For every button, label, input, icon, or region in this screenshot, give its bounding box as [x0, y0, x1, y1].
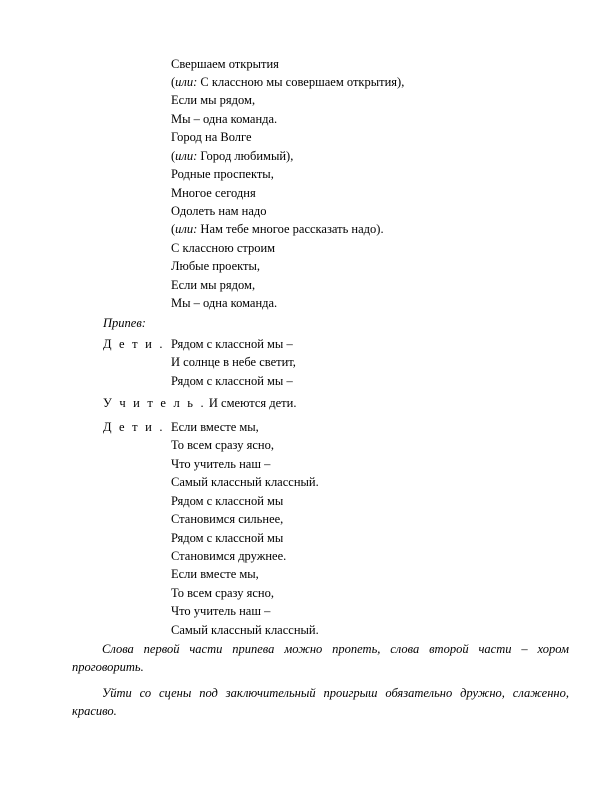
teacher-row: [103, 394, 296, 412]
speaker-children-1: Д е т и .: [103, 337, 165, 351]
verse-line-13: Если мы рядом,: [171, 278, 256, 292]
children-2-line-9: Если вместе мы,: [171, 567, 259, 581]
stage-note-2: Уйти со сцены под заключительный проигрыш обязательно дружно, слаженно, красиво.: [72, 686, 569, 718]
children-2-line-2: То всем сразу ясно,: [171, 438, 274, 452]
verse-line-1: Свершаем открытия: [171, 57, 279, 71]
children-1-line-2: И солнце в небе светит,: [171, 355, 296, 369]
children-2-line-1: Если вместе мы,: [171, 420, 259, 434]
verse-line-9: Одолеть нам надо: [171, 204, 267, 218]
verse-line-7: Родные проспекты,: [171, 167, 274, 181]
verse-line-4: Мы – одна команда.: [171, 112, 278, 126]
children-2-line-3: Что учитель наш –: [171, 457, 271, 471]
verse-line-12: Любые проекты,: [171, 259, 261, 273]
children-2-line-12: Самый классный классный.: [171, 623, 319, 637]
teacher-line: И смеются дети.: [208, 396, 297, 410]
children-2-line-5: Рядом с классной мы: [171, 494, 284, 508]
verse-alt-marker: или:: [175, 222, 198, 236]
children-2-line-11: Что учитель наш –: [171, 604, 271, 618]
verse-line-5: Город на Волге: [171, 130, 252, 144]
verse-line-11: С классною строим: [171, 241, 276, 255]
verse-line-14: Мы – одна команда.: [171, 296, 278, 310]
verse-alt-marker: или:: [175, 75, 198, 89]
verse-line-10: (или: Нам тебе многое рассказать надо).: [171, 222, 384, 236]
speaker-teacher: У ч и т е л ь .: [103, 396, 206, 410]
children-2-line-10: То всем сразу ясно,: [171, 586, 274, 600]
verse-line-6: (или: Город любимый),: [171, 149, 294, 163]
verse-line-3: Если мы рядом,: [171, 93, 256, 107]
children-2-line-7: Рядом с классной мы: [171, 531, 284, 545]
speaker-children-2: Д е т и .: [103, 420, 165, 434]
stage-note-1: Слова первой части припева можно пропеть, слова второй части – хором проговорить.: [72, 642, 569, 674]
children-2-line-6: Становимся сильнее,: [171, 512, 284, 526]
children-2-line-8: Становимся дружнее.: [171, 549, 287, 563]
verse-line-8: Многое сегодня: [171, 186, 256, 200]
verse-line-2: (или: С классною мы совершаем открытия),: [171, 75, 405, 89]
verse-alt-marker: или:: [175, 149, 198, 163]
children-1-line-1: Рядом с классной мы –: [171, 337, 293, 351]
children-2-line-4: Самый классный классный.: [171, 475, 319, 489]
chorus-heading: Припев:: [103, 316, 146, 330]
children-1-line-3: Рядом с классной мы –: [171, 374, 293, 388]
